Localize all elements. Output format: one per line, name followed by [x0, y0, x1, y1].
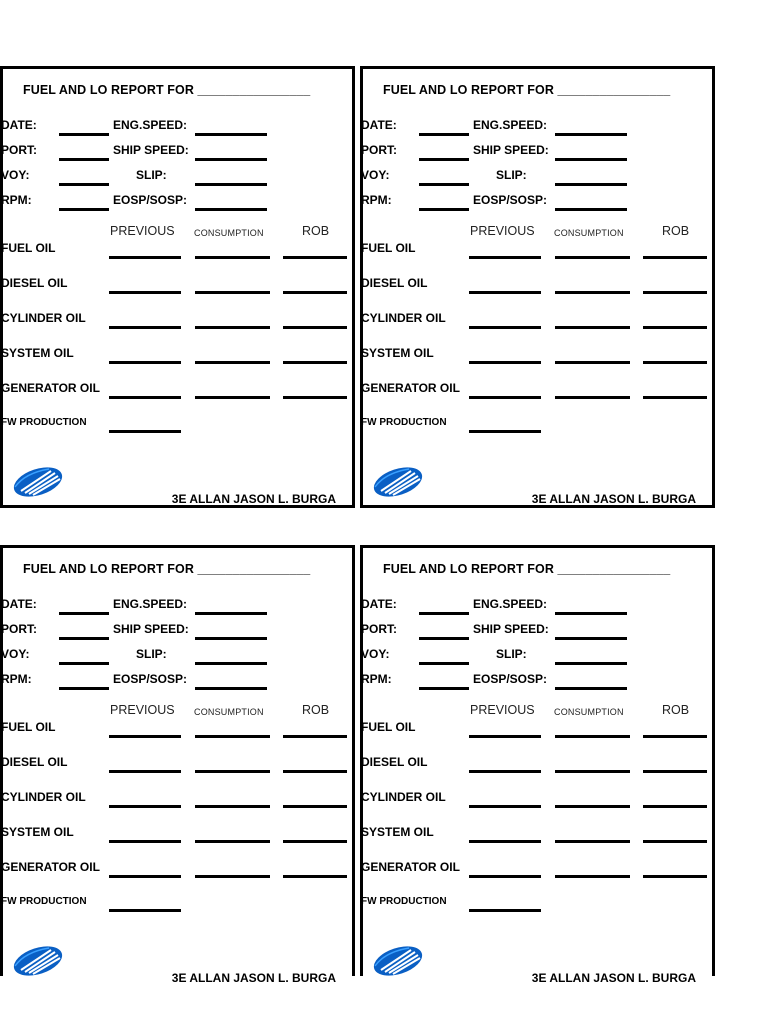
date-blank[interactable] — [59, 133, 109, 136]
fuel-lo-report-card-2 — [360, 66, 715, 508]
fw-production-blank[interactable] — [469, 430, 541, 433]
fuel-oil-previous-blank[interactable] — [469, 256, 541, 259]
rpm-blank[interactable] — [59, 208, 109, 211]
label-rpm: RPM: — [1, 193, 32, 207]
label-rpm: RPM: — [361, 193, 392, 207]
label-diesel-oil: DIESEL OIL — [361, 755, 428, 769]
rpm-blank[interactable] — [419, 687, 469, 690]
label-diesel-oil: DIESEL OIL — [1, 755, 68, 769]
label-rpm: RPM: — [361, 672, 392, 686]
label-ship-speed: SHIP SPEED: — [473, 622, 549, 636]
system-oil-previous-blank[interactable] — [109, 840, 181, 843]
fuel-oil-consumption-blank[interactable] — [555, 256, 630, 259]
company-logo-icon — [11, 944, 65, 978]
eng-speed-blank[interactable] — [555, 612, 627, 615]
ship-speed-blank[interactable] — [195, 158, 267, 161]
fuel-oil-rob-blank[interactable] — [643, 256, 707, 259]
card-author: 3E ALLAN JASON L. BURGA — [171, 971, 336, 985]
diesel-oil-rob-blank[interactable] — [643, 291, 707, 294]
diesel-oil-previous-blank[interactable] — [469, 770, 541, 773]
voy-blank[interactable] — [419, 183, 469, 186]
diesel-oil-rob-blank[interactable] — [643, 770, 707, 773]
column-consumption: CONSUMPTION — [554, 707, 624, 717]
cylinder-oil-rob-blank[interactable] — [643, 326, 707, 329]
cylinder-oil-previous-blank[interactable] — [109, 326, 181, 329]
cylinder-oil-consumption-blank[interactable] — [195, 326, 270, 329]
label-port: PORT: — [1, 143, 37, 157]
cylinder-oil-previous-blank[interactable] — [469, 805, 541, 808]
port-blank[interactable] — [59, 158, 109, 161]
cylinder-oil-previous-blank[interactable] — [109, 805, 181, 808]
cylinder-oil-previous-blank[interactable] — [469, 326, 541, 329]
label-port: PORT: — [361, 622, 397, 636]
column-rob: ROB — [662, 703, 690, 717]
column-consumption: CONSUMPTION — [194, 228, 264, 238]
label-system-oil: SYSTEM OIL — [1, 825, 74, 839]
company-logo-icon — [11, 465, 65, 499]
card-title: FUEL AND LO REPORT FOR ________________ — [23, 562, 311, 576]
label-eng-speed: ENG.SPEED: — [113, 597, 188, 611]
label-generator-oil: GENERATOR OIL — [361, 860, 460, 874]
fuel-oil-rob-blank[interactable] — [283, 735, 347, 738]
fw-production-blank[interactable] — [109, 430, 181, 433]
date-blank[interactable] — [59, 612, 109, 615]
fuel-lo-report-card-4 — [360, 545, 715, 985]
cylinder-oil-rob-blank[interactable] — [643, 805, 707, 808]
diesel-oil-consumption-blank[interactable] — [555, 291, 630, 294]
card-author: 3E ALLAN JASON L. BURGA — [531, 971, 696, 985]
column-previous: PREVIOUS — [110, 703, 175, 717]
label-eng-speed: ENG.SPEED: — [473, 597, 548, 611]
generator-oil-consumption-blank[interactable] — [195, 875, 270, 878]
fw-production-blank[interactable] — [469, 909, 541, 912]
label-port: PORT: — [361, 143, 397, 157]
eng-speed-blank[interactable] — [555, 133, 627, 136]
fw-production-blank[interactable] — [109, 909, 181, 912]
port-blank[interactable] — [59, 637, 109, 640]
label-slip: SLIP: — [136, 647, 167, 661]
diesel-oil-consumption-blank[interactable] — [555, 770, 630, 773]
label-fuel-oil: FUEL OIL — [361, 241, 416, 255]
label-cylinder-oil: CYLINDER OIL — [361, 311, 446, 325]
label-slip: SLIP: — [496, 168, 527, 182]
cylinder-oil-rob-blank[interactable] — [283, 805, 347, 808]
label-eosp-sosp: EOSP/SOSP: — [473, 672, 548, 686]
eng-speed-blank[interactable] — [195, 133, 267, 136]
system-oil-rob-blank[interactable] — [283, 840, 347, 843]
fuel-oil-rob-blank[interactable] — [643, 735, 707, 738]
generator-oil-rob-blank[interactable] — [643, 875, 707, 878]
label-eng-speed: ENG.SPEED: — [473, 118, 548, 132]
label-date: DATE: — [1, 118, 37, 132]
column-previous: PREVIOUS — [110, 224, 175, 238]
label-slip: SLIP: — [136, 168, 167, 182]
eosp-sosp-blank[interactable] — [555, 687, 627, 690]
label-voy: VOY: — [361, 168, 390, 182]
label-voy: VOY: — [361, 647, 390, 661]
generator-oil-consumption-blank[interactable] — [555, 875, 630, 878]
cylinder-oil-rob-blank[interactable] — [283, 326, 347, 329]
diesel-oil-previous-blank[interactable] — [109, 770, 181, 773]
label-generator-oil: GENERATOR OIL — [361, 381, 460, 395]
company-logo-icon — [371, 465, 425, 499]
generator-oil-previous-blank[interactable] — [469, 875, 541, 878]
label-diesel-oil: DIESEL OIL — [1, 276, 68, 290]
diesel-oil-previous-blank[interactable] — [469, 291, 541, 294]
label-eng-speed: ENG.SPEED: — [113, 118, 188, 132]
port-blank[interactable] — [419, 637, 469, 640]
label-voy: VOY: — [1, 168, 30, 182]
eosp-sosp-blank[interactable] — [555, 208, 627, 211]
system-oil-rob-blank[interactable] — [643, 840, 707, 843]
cylinder-oil-consumption-blank[interactable] — [555, 326, 630, 329]
generator-oil-previous-blank[interactable] — [469, 396, 541, 399]
system-oil-consumption-blank[interactable] — [195, 840, 270, 843]
voy-blank[interactable] — [59, 183, 109, 186]
card-title: FUEL AND LO REPORT FOR ________________ — [383, 562, 671, 576]
eng-speed-blank[interactable] — [195, 612, 267, 615]
diesel-oil-consumption-blank[interactable] — [195, 770, 270, 773]
port-blank[interactable] — [419, 158, 469, 161]
generator-oil-previous-blank[interactable] — [109, 396, 181, 399]
label-fuel-oil: FUEL OIL — [361, 720, 416, 734]
label-diesel-oil: DIESEL OIL — [361, 276, 428, 290]
label-date: DATE: — [361, 118, 397, 132]
label-ship-speed: SHIP SPEED: — [473, 143, 549, 157]
eosp-sosp-blank[interactable] — [195, 208, 267, 211]
diesel-oil-previous-blank[interactable] — [109, 291, 181, 294]
fuel-oil-consumption-blank[interactable] — [195, 256, 270, 259]
column-consumption: CONSUMPTION — [554, 228, 624, 238]
system-oil-consumption-blank[interactable] — [555, 840, 630, 843]
label-fuel-oil: FUEL OIL — [1, 720, 56, 734]
eosp-sosp-blank[interactable] — [195, 687, 267, 690]
column-rob: ROB — [302, 224, 330, 238]
fuel-oil-previous-blank[interactable] — [469, 735, 541, 738]
generator-oil-previous-blank[interactable] — [109, 875, 181, 878]
generator-oil-rob-blank[interactable] — [283, 875, 347, 878]
label-eosp-sosp: EOSP/SOSP: — [113, 193, 188, 207]
label-generator-oil: GENERATOR OIL — [1, 860, 100, 874]
diesel-oil-consumption-blank[interactable] — [195, 291, 270, 294]
fuel-oil-consumption-blank[interactable] — [555, 735, 630, 738]
label-fw-production: FW PRODUCTION — [361, 417, 447, 428]
generator-oil-consumption-blank[interactable] — [555, 396, 630, 399]
column-previous: PREVIOUS — [470, 703, 535, 717]
system-oil-consumption-blank[interactable] — [195, 361, 270, 364]
label-rpm: RPM: — [1, 672, 32, 686]
rpm-blank[interactable] — [59, 687, 109, 690]
generator-oil-rob-blank[interactable] — [643, 396, 707, 399]
system-oil-rob-blank[interactable] — [643, 361, 707, 364]
label-fuel-oil: FUEL OIL — [1, 241, 56, 255]
slip-blank[interactable] — [195, 183, 267, 186]
ship-speed-blank[interactable] — [555, 158, 627, 161]
diesel-oil-rob-blank[interactable] — [283, 291, 347, 294]
label-cylinder-oil: CYLINDER OIL — [361, 790, 446, 804]
card-title: FUEL AND LO REPORT FOR ________________ — [23, 83, 311, 97]
fuel-oil-previous-blank[interactable] — [109, 256, 181, 259]
label-cylinder-oil: CYLINDER OIL — [1, 790, 86, 804]
label-eosp-sosp: EOSP/SOSP: — [473, 193, 548, 207]
ship-speed-blank[interactable] — [195, 637, 267, 640]
fuel-oil-consumption-blank[interactable] — [195, 735, 270, 738]
label-fw-production: FW PRODUCTION — [1, 417, 87, 428]
card-author: 3E ALLAN JASON L. BURGA — [531, 492, 696, 506]
fuel-oil-rob-blank[interactable] — [283, 256, 347, 259]
label-port: PORT: — [1, 622, 37, 636]
column-rob: ROB — [662, 224, 690, 238]
slip-blank[interactable] — [555, 662, 627, 665]
company-logo-icon — [371, 944, 425, 978]
generator-oil-rob-blank[interactable] — [283, 396, 347, 399]
fuel-oil-previous-blank[interactable] — [109, 735, 181, 738]
label-voy: VOY: — [1, 647, 30, 661]
voy-blank[interactable] — [419, 662, 469, 665]
label-system-oil: SYSTEM OIL — [361, 346, 434, 360]
system-oil-previous-blank[interactable] — [109, 361, 181, 364]
rpm-blank[interactable] — [419, 208, 469, 211]
label-system-oil: SYSTEM OIL — [361, 825, 434, 839]
ship-speed-blank[interactable] — [555, 637, 627, 640]
cylinder-oil-consumption-blank[interactable] — [555, 805, 630, 808]
card-author: 3E ALLAN JASON L. BURGA — [171, 492, 336, 506]
label-ship-speed: SHIP SPEED: — [113, 143, 189, 157]
system-oil-consumption-blank[interactable] — [555, 361, 630, 364]
label-ship-speed: SHIP SPEED: — [113, 622, 189, 636]
cylinder-oil-consumption-blank[interactable] — [195, 805, 270, 808]
label-generator-oil: GENERATOR OIL — [1, 381, 100, 395]
column-rob: ROB — [302, 703, 330, 717]
diesel-oil-rob-blank[interactable] — [283, 770, 347, 773]
label-date: DATE: — [1, 597, 37, 611]
fuel-lo-report-card-3 — [0, 545, 355, 985]
system-oil-rob-blank[interactable] — [283, 361, 347, 364]
column-previous: PREVIOUS — [470, 224, 535, 238]
slip-blank[interactable] — [555, 183, 627, 186]
column-consumption: CONSUMPTION — [194, 707, 264, 717]
label-cylinder-oil: CYLINDER OIL — [1, 311, 86, 325]
slip-blank[interactable] — [195, 662, 267, 665]
system-oil-previous-blank[interactable] — [469, 361, 541, 364]
card-title: FUEL AND LO REPORT FOR ________________ — [383, 83, 671, 97]
system-oil-previous-blank[interactable] — [469, 840, 541, 843]
generator-oil-consumption-blank[interactable] — [195, 396, 270, 399]
date-blank[interactable] — [419, 612, 469, 615]
date-blank[interactable] — [419, 133, 469, 136]
label-system-oil: SYSTEM OIL — [1, 346, 74, 360]
voy-blank[interactable] — [59, 662, 109, 665]
label-date: DATE: — [361, 597, 397, 611]
label-slip: SLIP: — [496, 647, 527, 661]
label-eosp-sosp: EOSP/SOSP: — [113, 672, 188, 686]
fuel-lo-report-card-1 — [0, 66, 355, 508]
label-fw-production: FW PRODUCTION — [361, 896, 447, 907]
label-fw-production: FW PRODUCTION — [1, 896, 87, 907]
